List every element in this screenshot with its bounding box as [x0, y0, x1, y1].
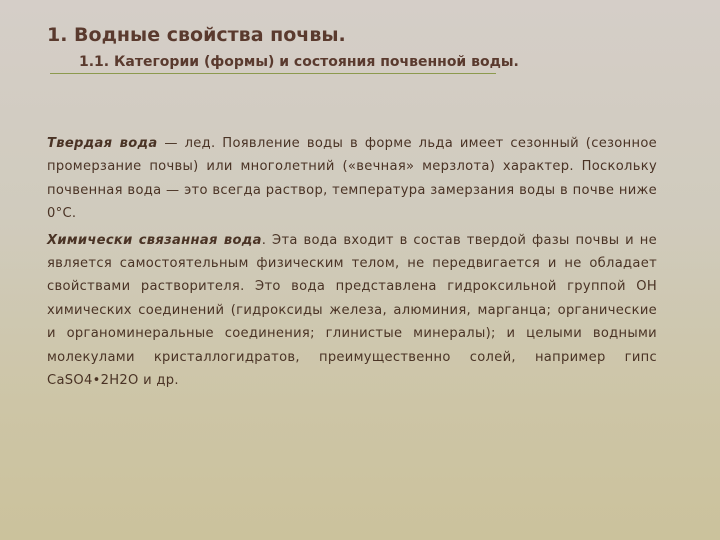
paragraph-text: . Эта вода входит в состав твердой фазы почвы и не является самостоятельным физическим телом, не передвигается и не обладает свойствами растворителя. Это вода представлена гидроксильной группой ОН химических соединений (гидроксиды железа, алюминия, марганца; органические и органоминеральные соединения; глинистые минералы); и целыми водными молекулами кристаллогидратов, преимущественно солей, например гипс СаSO4•2H2O и др.	[47, 232, 657, 389]
paragraph-text: — лед. Появление воды в форме льда имеет сезонный (сезонное промерзание почвы) или многолетний («вечная» мерзлота) характер. Поскольку почвенная вода — это всегда раствор, температура замерзания воды в почве ниже 0°С.	[47, 136, 658, 222]
title-divider	[50, 73, 496, 74]
slide-body	[47, 132, 657, 395]
paragraph-chemically-bound-water	[47, 229, 657, 393]
term-solid-water: Твердая вода	[47, 136, 158, 151]
term-chemically-bound-water: Химически связанная вода	[47, 232, 262, 248]
paragraph-solid-water	[47, 132, 657, 226]
slide-title: 1. Водные свойства почвы.	[47, 24, 346, 46]
slide-subtitle: 1.1. Категории (формы) и состояния почвенной воды.	[79, 54, 519, 70]
